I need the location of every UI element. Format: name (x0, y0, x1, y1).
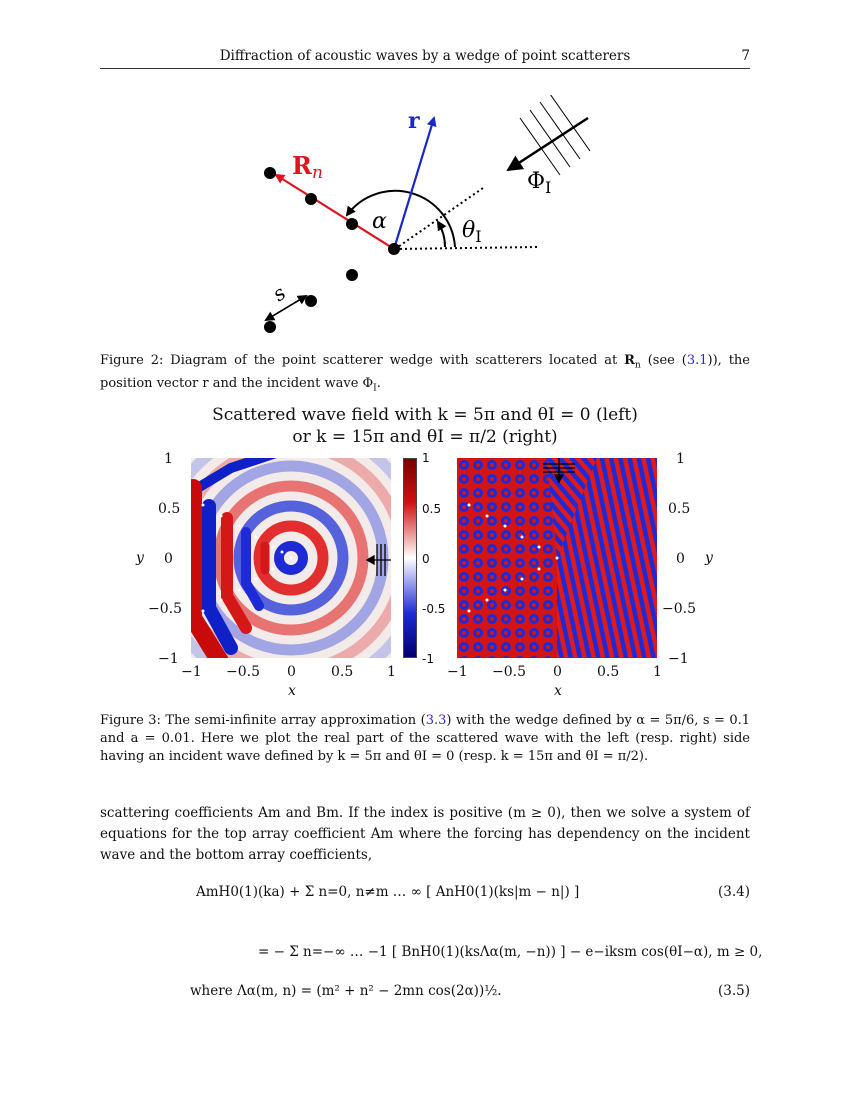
caption-text: (see ( (640, 353, 687, 368)
scatterer-dot (305, 193, 317, 205)
scatterer-marker (255, 578, 258, 581)
scatterer-marker (556, 557, 559, 560)
x-tick-right: −0.5 (492, 664, 526, 680)
colorbar-tick: 0.5 (422, 502, 442, 516)
wavefront (550, 95, 590, 151)
scatterer-marker (521, 536, 524, 539)
theta-arc (438, 222, 445, 247)
equation-reference-link[interactable]: 3.3 (425, 713, 447, 728)
y-tick-right: 0.5 (668, 501, 691, 517)
scattered-field-right-plot (457, 458, 657, 658)
label-r: r (408, 108, 420, 134)
equation-3-4-line-1: AmH0(1)(ka) + Σ n=0, n≠m … ∞ [ AnH0(1)(ks|m − n|) ] (196, 884, 580, 900)
colorbar-tick: -1 (422, 652, 434, 666)
scatterer-marker (468, 504, 471, 507)
page-number: 7 (741, 48, 750, 64)
r-vector (394, 118, 434, 249)
scatterer-dot (346, 218, 358, 230)
colorbar (403, 458, 417, 658)
y-tick-left: 1 (164, 451, 173, 467)
scatterer-marker (468, 610, 471, 613)
scatterer-marker (486, 515, 489, 518)
scatterer-marker (521, 578, 524, 581)
figure-3-title-line: or k = 15π and θI = π/2 (right) (292, 427, 558, 447)
scatterer-dot (305, 295, 317, 307)
scatterer-dot (264, 321, 276, 333)
y-tick-left: 0 (164, 551, 173, 567)
caption-text: )), the position vector r and the incident wave Φ (100, 353, 751, 391)
scatterer-dot (388, 243, 400, 255)
scatterer-marker (255, 536, 258, 539)
equation-number-3-5: (3.5) (717, 983, 750, 999)
label-phi-sub: I (545, 178, 552, 197)
scatterer-marker (272, 546, 275, 549)
scatterer-marker (202, 610, 205, 613)
caption-text: ) with the wedge defined by α = 5π/6, s = 0.1 and a = 0.01. Here we plot the real part of the scattered wave with the left (resp. right) side having an incident wave defined by k = 5π and θI = 0 (resp. k = 15π and θI = π/2). (100, 713, 751, 764)
x-tick-right: 0.5 (597, 664, 620, 680)
label-theta-main: θ (462, 218, 476, 243)
label-theta-sub: I (475, 227, 482, 246)
x-tick-left: −1 (181, 664, 202, 680)
x-tick-right: 1 (653, 664, 662, 680)
y-tick-left: −0.5 (148, 601, 182, 617)
scatterer-marker (238, 589, 241, 592)
running-title: Diffraction of acoustic waves by a wedge of point scatterers (219, 48, 631, 64)
equation-number-3-4: (3.4) (717, 884, 750, 900)
scatterer-marker (538, 568, 541, 571)
x-tick-left: 0 (287, 664, 296, 680)
caption-text: Figure 2: Diagram of the point scatterer wedge with scatterers located at (100, 353, 625, 368)
scatterer-marker (202, 504, 205, 507)
caption-text: Figure 3: The semi-infinite array approximation ( (100, 713, 426, 728)
caption-subscript: n (634, 360, 641, 371)
wavefront (540, 102, 580, 159)
scatterer-marker (486, 599, 489, 602)
body-paragraph: scattering coefficients Am and Bm. If the index is positive (m ≥ 0), then we solve a system of equations for the top array coefficient Am where the forcing has dependency on the incident wave and the bottom array coefficients, (100, 805, 750, 863)
label-phi-main: Φ (527, 169, 546, 194)
scatterer-marker (290, 557, 293, 560)
scattered-field-left-plot (191, 458, 391, 658)
scatterer-marker (220, 599, 223, 602)
scatterer-marker (538, 546, 541, 549)
scatterer-marker (272, 568, 275, 571)
y-tick-right: 0 (676, 551, 685, 567)
scatterer-dot (346, 269, 358, 281)
colorbar-tick: 1 (422, 451, 430, 465)
scatterer-marker (220, 515, 223, 518)
scatterer-dot (264, 167, 276, 179)
caption-subscript: I (373, 383, 377, 394)
label-theta (462, 218, 482, 246)
equation-3-4-line-2: = − Σ n=−∞ … −1 [ BnH0(1)(ksΛα(m, −n)) ] − e−iksm cos(θI−α), m ≥ 0, (258, 944, 763, 960)
y-tick-left: 0.5 (158, 501, 181, 517)
figure-3-caption (100, 712, 750, 766)
y-tick-left: −1 (158, 651, 179, 667)
caption-text: . (376, 375, 381, 391)
scatterer-marker (504, 589, 507, 592)
y-axis-label-right: y (705, 550, 713, 566)
colorbar-tick: 0 (422, 552, 430, 566)
label-rn (292, 151, 323, 183)
horizontal-reference-line (395, 247, 538, 249)
y-tick-right: −0.5 (662, 601, 696, 617)
label-s: s (267, 280, 291, 307)
y-tick-right: 1 (676, 451, 685, 467)
wavefront (520, 118, 560, 175)
x-tick-left: −0.5 (226, 664, 260, 680)
caption-symbol: R (624, 353, 635, 368)
label-alpha: α (372, 209, 387, 234)
figure-2-diagram (240, 95, 600, 345)
scatterer-marker (238, 525, 241, 528)
x-tick-left: 0.5 (331, 664, 354, 680)
equation-3-5: where Λα(m, n) = (m² + n² − 2mn cos(2α))½. (190, 983, 502, 999)
label-rn-main: R (292, 151, 312, 180)
label-rn-sub: n (311, 163, 323, 183)
equation-reference-link[interactable]: 3.1 (686, 353, 708, 368)
figure-3-title-line: Scattered wave field with k = 5π and θI = 0 (left) (212, 405, 638, 425)
figure-2-caption (100, 352, 750, 397)
y-tick-right: −1 (668, 651, 689, 667)
wavefront (530, 110, 570, 167)
x-tick-left: 1 (387, 664, 396, 680)
x-axis-label-right: x (554, 683, 562, 699)
scatterer-marker (504, 525, 507, 528)
alpha-arc (347, 191, 455, 247)
x-axis-label-left: x (288, 683, 296, 699)
x-tick-right: −1 (447, 664, 468, 680)
running-header (100, 46, 750, 69)
figure-3-title (200, 404, 650, 448)
scatterer-marker (281, 551, 284, 554)
y-axis-label-left: y (136, 550, 144, 566)
label-phi (527, 169, 551, 197)
incident-wave-arrow (508, 118, 588, 170)
x-tick-right: 0 (553, 664, 562, 680)
colorbar-tick: -0.5 (422, 602, 446, 616)
